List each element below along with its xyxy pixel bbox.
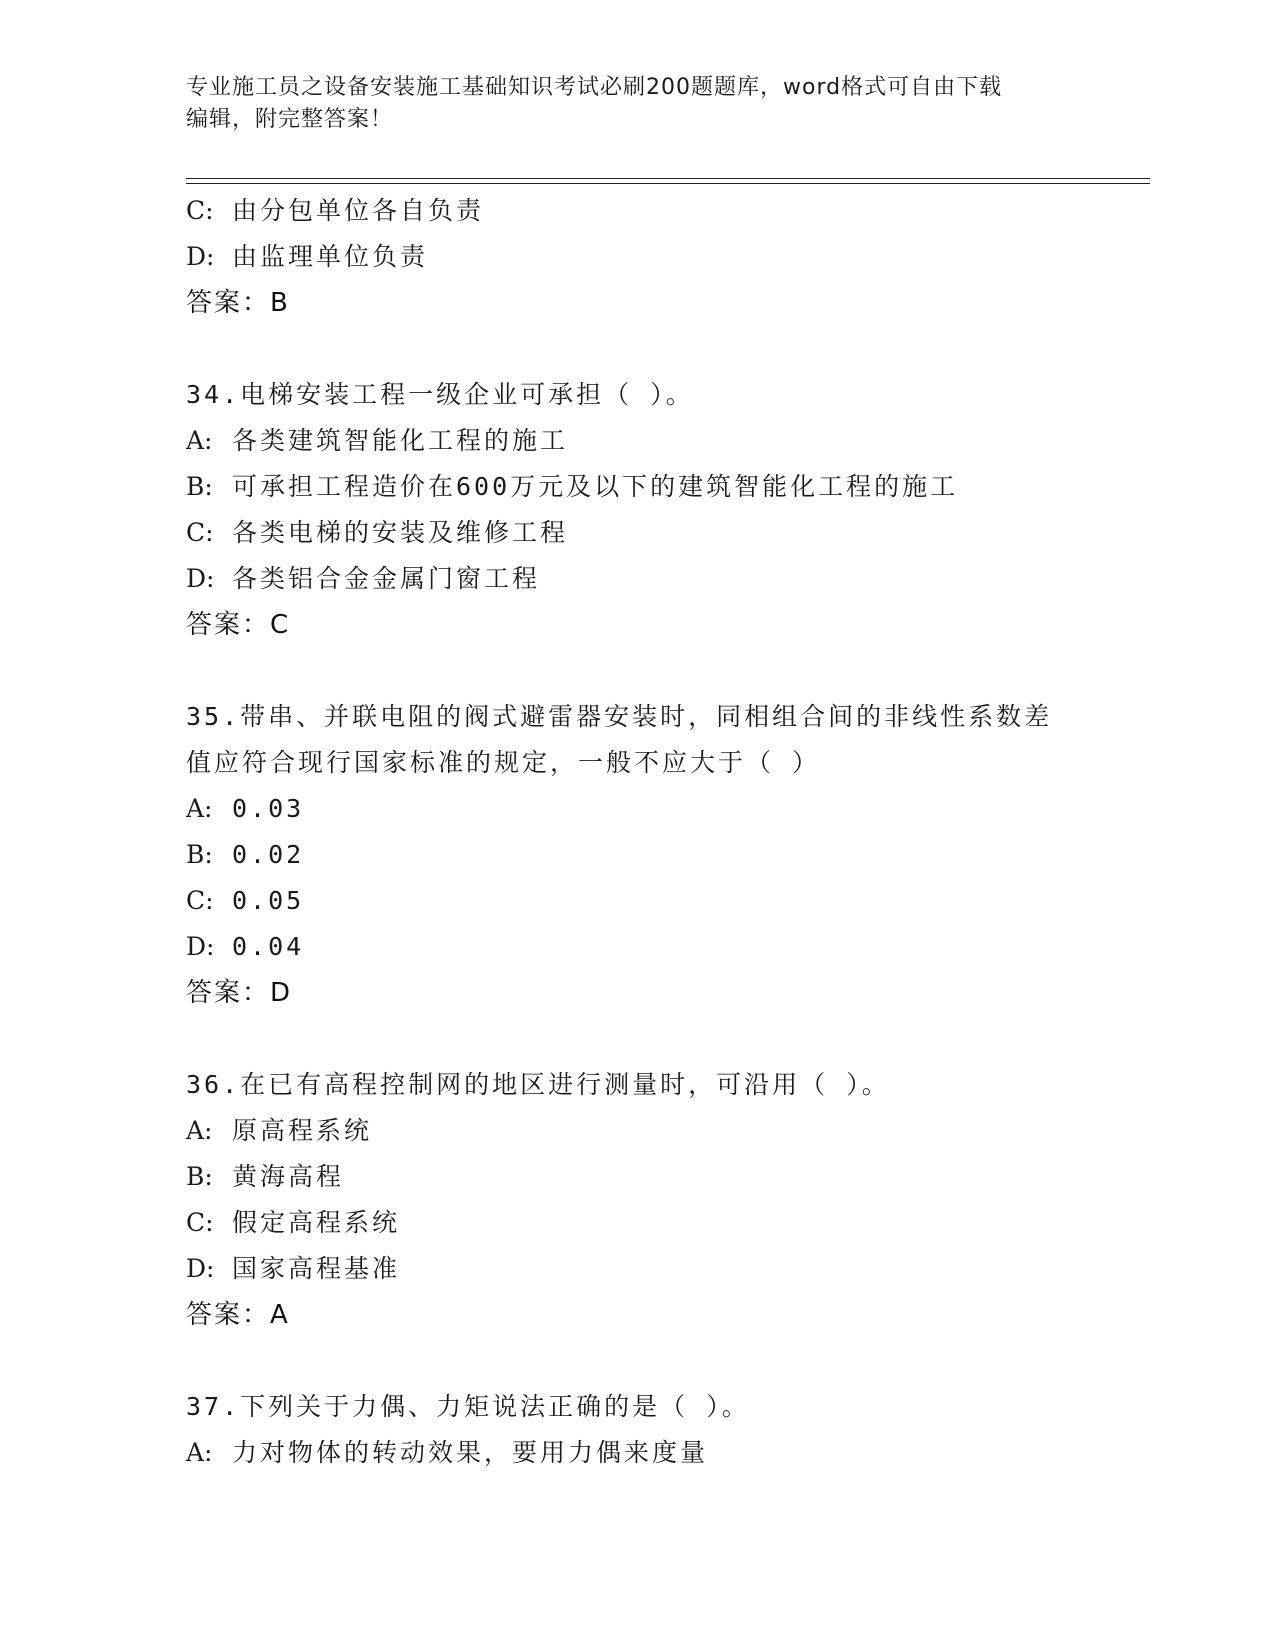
- spacer: [186, 1338, 1146, 1384]
- option-c: [186, 510, 1146, 556]
- option-key: B:: [186, 1162, 213, 1191]
- option-text: 假定高程系统: [232, 1208, 401, 1237]
- option-key: D:: [186, 1254, 215, 1283]
- question-stem-line: 37.下列关于力偶、力矩说法正确的是（ ）。: [186, 1392, 750, 1421]
- question-block-continued: [186, 188, 1146, 326]
- option-text: 0.04: [232, 932, 305, 961]
- option-a: [186, 786, 1146, 832]
- question-stem-line: 35.带串、并联电阻的阀式避雷器安装时，同相组合间的非线性系数差: [186, 702, 1053, 731]
- question-stem-line: 值应符合现行国家标准的规定，一般不应大于（ ）: [186, 748, 821, 777]
- spacer: [186, 1016, 1146, 1062]
- question-stem-line: 34.电梯安装工程一级企业可承担（ ）。: [186, 380, 694, 409]
- question-block-36: [186, 1062, 1146, 1338]
- option-key: A:: [186, 1438, 213, 1467]
- option-d: [186, 1246, 1146, 1292]
- option-text: 0.05: [232, 886, 305, 915]
- option-text: 由监理单位负责: [232, 242, 429, 271]
- option-d: [186, 234, 1146, 280]
- option-text: 0.03: [232, 794, 305, 823]
- option-d: [186, 556, 1146, 602]
- question-block-37: [186, 1384, 1146, 1476]
- option-text: 各类建筑智能化工程的施工: [232, 426, 569, 455]
- question-stem: [186, 1384, 1146, 1430]
- option-d: [186, 924, 1146, 970]
- option-key: C:: [186, 886, 214, 915]
- option-key: A:: [186, 426, 213, 455]
- question-list: [186, 188, 1146, 1476]
- spacer: [186, 326, 1146, 372]
- option-text: 可承担工程造价在600万元及以下的建筑智能化工程的施工: [232, 472, 959, 501]
- option-text: 黄海高程: [232, 1162, 345, 1191]
- option-key: D:: [186, 932, 215, 961]
- question-stem: [186, 1062, 1146, 1108]
- answer-line: 答案：D: [186, 978, 293, 1008]
- page-header: [186, 72, 1066, 136]
- question-block-35: [186, 694, 1146, 1016]
- answer-line: 答案：B: [186, 288, 290, 318]
- option-key: D:: [186, 242, 215, 271]
- header-title-line-2: 编辑，附完整答案！: [186, 107, 394, 132]
- option-a: [186, 418, 1146, 464]
- option-text: 各类电梯的安装及维修工程: [232, 518, 569, 547]
- question-stem: [186, 694, 1146, 786]
- option-text: 各类铝合金金属门窗工程: [232, 564, 541, 593]
- option-key: B:: [186, 472, 213, 501]
- header-title-line-1: 专业施工员之设备安装施工基础知识考试必刷200题题库，word格式可自由下载: [186, 75, 1003, 100]
- option-a: [186, 1430, 1146, 1476]
- option-key: A:: [186, 794, 213, 823]
- option-key: C:: [186, 518, 214, 547]
- option-text: 原高程系统: [232, 1116, 373, 1145]
- option-b: [186, 832, 1146, 878]
- option-key: C:: [186, 1208, 214, 1237]
- answer-line: 答案：C: [186, 610, 291, 640]
- option-b: [186, 1154, 1146, 1200]
- option-key: B:: [186, 840, 213, 869]
- option-text: 力对物体的转动效果，要用力偶来度量: [232, 1438, 709, 1467]
- question-stem-line: 36.在已有高程控制网的地区进行测量时，可沿用（ ）。: [186, 1070, 890, 1099]
- answer-line: 答案：A: [186, 1300, 290, 1330]
- option-text: 国家高程基准: [232, 1254, 401, 1283]
- header-divider-top: [186, 178, 1150, 179]
- option-b: [186, 464, 1146, 510]
- question-stem: [186, 372, 1146, 418]
- option-text: 0.02: [232, 840, 305, 869]
- option-a: [186, 1108, 1146, 1154]
- option-key: A:: [186, 1116, 213, 1145]
- header-divider-bottom: [186, 183, 1150, 184]
- option-key: C:: [186, 196, 214, 225]
- option-c: [186, 1200, 1146, 1246]
- spacer: [186, 648, 1146, 694]
- question-block-34: [186, 372, 1146, 648]
- option-c: [186, 878, 1146, 924]
- option-key: D:: [186, 564, 215, 593]
- option-c: [186, 188, 1146, 234]
- option-text: 由分包单位各自负责: [232, 196, 485, 225]
